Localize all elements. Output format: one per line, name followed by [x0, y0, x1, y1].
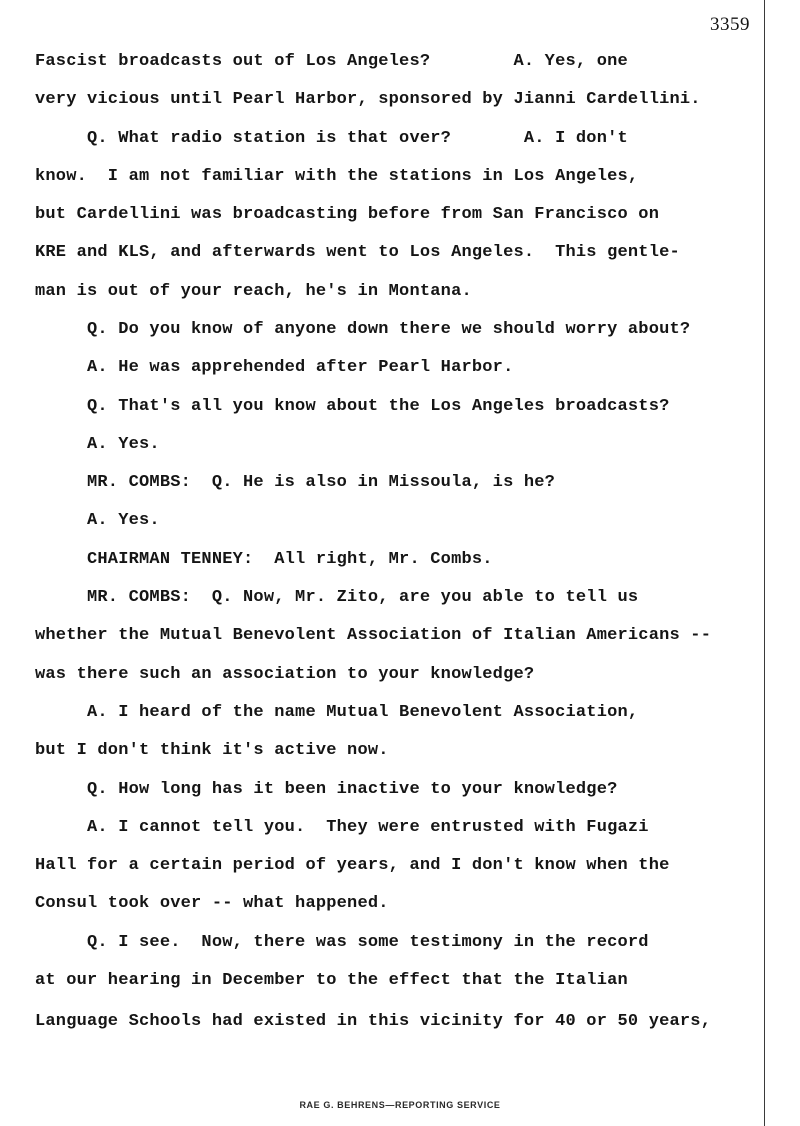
transcript-line: MR. COMBS: Q. He is also in Missoula, is he?: [35, 473, 556, 492]
transcript-line: Hall for a certain period of years, and I don't know when the: [35, 856, 670, 875]
transcript-line: Q. I see. Now, there was some testimony in the record: [35, 933, 649, 952]
transcript-line: Q. How long has it been inactive to your knowledge?: [35, 780, 618, 799]
transcript-line: A. Yes.: [35, 435, 160, 454]
page-number: 3359: [710, 14, 750, 35]
transcript-line: at our hearing in December to the effect that the Italian: [35, 971, 628, 990]
transcript-line: A. I heard of the name Mutual Benevolent Association,: [35, 703, 639, 722]
transcript-line: Consul took over -- what happened.: [35, 894, 389, 913]
transcript-line: A. He was apprehended after Pearl Harbor.: [35, 358, 514, 377]
transcript-line: A. Yes.: [35, 511, 160, 530]
transcript-line: was there such an association to your knowledge?: [35, 665, 535, 684]
transcript-line: Q. Do you know of anyone down there we should worry about?: [35, 320, 691, 339]
transcript-line: whether the Mutual Benevolent Association of Italian Americans --: [35, 626, 712, 645]
transcript-line: A. I cannot tell you. They were entrusted with Fugazi: [35, 818, 649, 837]
transcript-line: Q. What radio station is that over? A. I don't: [35, 129, 628, 148]
transcript-line: but I don't think it's active now.: [35, 741, 389, 760]
transcript-line: know. I am not familiar with the stations in Los Angeles,: [35, 167, 639, 186]
transcript-line: Fascist broadcasts out of Los Angeles? A. Yes, one: [35, 52, 628, 71]
transcript-line: man is out of your reach, he's in Montana.: [35, 282, 472, 301]
transcript-line: Language Schools had existed in this vicinity for 40 or 50 years,: [35, 1012, 712, 1031]
transcript-line: CHAIRMAN TENNEY: All right, Mr. Combs.: [35, 550, 493, 569]
transcript-line: very vicious until Pearl Harbor, sponsored by Jianni Cardellini.: [35, 90, 701, 109]
margin-rule: [764, 0, 765, 1126]
transcript-line: MR. COMBS: Q. Now, Mr. Zito, are you able to tell us: [35, 588, 639, 607]
transcript-line: but Cardellini was broadcasting before from San Francisco on: [35, 205, 660, 224]
reporting-service-footer: RAE G. BEHRENS—REPORTING SERVICE: [299, 1100, 501, 1110]
transcript-line: KRE and KLS, and afterwards went to Los Angeles. This gentle-: [35, 243, 680, 262]
transcript-line: Q. That's all you know about the Los Angeles broadcasts?: [35, 397, 670, 416]
